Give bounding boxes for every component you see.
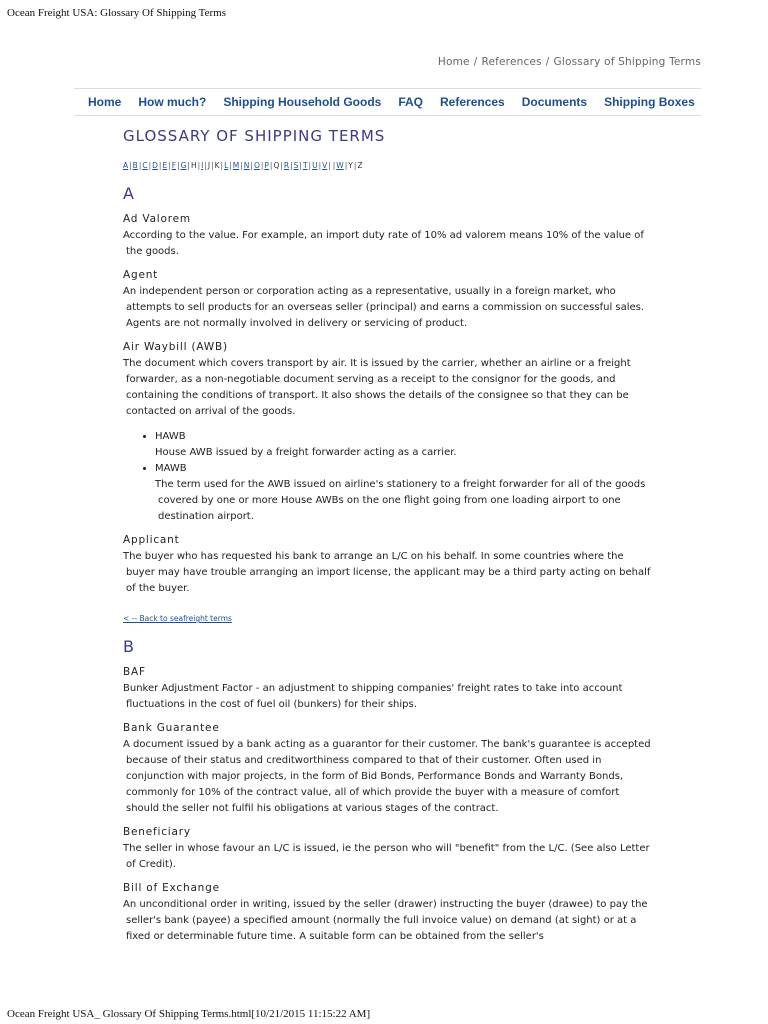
alphabet-separator: | (129, 161, 132, 170)
alphabet-separator: | (328, 161, 331, 170)
alphabet-separator: | (280, 161, 283, 170)
alphabet-letter-l[interactable]: L (224, 161, 229, 170)
glossary-definition (123, 356, 653, 420)
subterm-item (155, 429, 653, 461)
alphabet-separator: | (260, 161, 264, 170)
alphabet-separator: | (211, 161, 214, 170)
definition-text: According to the value. For example, an import duty rate of 10% ad valorem means 10% of the value of the goods. (123, 230, 644, 257)
alphabet-separator: | (158, 161, 162, 170)
alphabet-letter-d[interactable]: D (152, 161, 158, 170)
alphabet-letter-v[interactable]: V (322, 161, 328, 170)
alphabet-letter-h: H (190, 161, 197, 170)
alphabet-letter-u[interactable]: U (312, 161, 318, 170)
alphabet-separator: | (308, 161, 312, 170)
definition-text: A document issued by a bank acting as a guarantor for their customer. The bank's guarantee is accepted because of their status and creditworthiness compared to that of their customer. Often used in conjunction with major projects, in the form of Bid Bonds, Performance Bonds and Warranty Bonds, commonly for 10% of the contract value, all of which provide the buyer with a measure of comfort should the seller not fulfil his obligations at various stages of the contract. (123, 739, 651, 814)
alphabet-letter-g[interactable]: G (180, 161, 187, 170)
glossary-term: Air Waybill (AWB) (123, 341, 228, 353)
alphabet-letter-s[interactable]: S (293, 161, 299, 170)
breadcrumb-current: Glossary of Shipping Terms (553, 56, 701, 68)
alphabet-letter-n[interactable]: N (243, 161, 250, 170)
nav-home[interactable]: Home (88, 95, 122, 109)
glossary-term: Beneficiary (123, 826, 191, 838)
subterm-name: • HAWB (155, 431, 186, 442)
glossary-definition (123, 737, 653, 817)
glossary-term: Bank Guarantee (123, 722, 220, 734)
alphabet-letter-m[interactable]: M (232, 161, 240, 170)
glossary-definition (123, 681, 653, 713)
breadcrumb-separator: / (545, 56, 550, 68)
glossary-sections (123, 184, 653, 945)
subterm-item (155, 461, 653, 525)
alphabet-letter-j: J (207, 161, 211, 170)
glossary-term: BAF (123, 666, 146, 678)
nav-documents[interactable]: Documents (521, 95, 588, 109)
alphabet-separator: | (318, 161, 322, 170)
alphabet-separator: | (148, 161, 152, 170)
alphabet-letter-o[interactable]: O (253, 161, 260, 170)
glossary-definition (123, 897, 653, 945)
glossary-definition (123, 228, 653, 260)
glossary-definition (123, 549, 653, 597)
nav-how-much[interactable]: How much? (138, 95, 207, 109)
definition-text: An independent person or corporation acting as a representative, usually in a foreign market, who attempts to sell products for an overseas seller (principal) and earns a commission on successful sales. Agents are not normally involved in delivery or servicing of product. (123, 286, 645, 329)
alphabet-letter-t[interactable]: T (302, 161, 308, 170)
alphabet-separator: | (344, 161, 348, 170)
alphabet-letter-e[interactable]: E (162, 161, 168, 170)
definition-text: An unconditional order in writing, issued by the seller (drawer) instructing the buyer (drawee) to pay the seller's bank (payee) a specified amount (normally the full invoice value) on demand (at sight) or at a fixed or determinable future time. A suitable form can be obtained from the seller's (123, 899, 648, 942)
glossary-definition (123, 841, 653, 873)
breadcrumb (438, 56, 701, 68)
glossary-definition (123, 284, 653, 332)
subterm-list (123, 429, 653, 525)
subterm-definition: House AWB issued by a freight forwarder acting as a carrier. (155, 447, 457, 458)
alphabet-letter-f[interactable]: F (171, 161, 177, 170)
alphabet-letter-a[interactable]: A (123, 161, 129, 170)
breadcrumb-home[interactable]: Home (437, 56, 470, 68)
subterm-name: • MAWB (155, 463, 187, 474)
alphabet-separator: | (290, 161, 293, 170)
alphabet-separator: | (220, 161, 224, 170)
alphabet-separator: | (197, 161, 201, 170)
nav-shipping-boxes[interactable]: Shipping Boxes (604, 95, 695, 109)
nav-references[interactable]: References (440, 95, 505, 109)
letter-heading-a: A (123, 184, 134, 203)
alphabet-separator: | (332, 161, 336, 170)
alphabet-separator: | (168, 161, 171, 170)
definition-text: The document which covers transport by air. It is issued by the carrier, whether an airline or a freight forwarder, as a non-negotiable document serving as a receipt to the consignor for the goods, and containing the conditions of transport. It also shows the details of the consignee so that they can be contacted on arrival of the goods. (123, 358, 631, 417)
glossary-term: Applicant (123, 534, 180, 546)
subterm-definition: The term used for the AWB issued on airline's stationery to a freight forwarder for all of the goods covered by one or more House AWBs on the one flight going from one loading airport to one destination airport. (155, 479, 646, 522)
alphabet-letter-q: Q (273, 161, 280, 170)
alphabet-letter-i[interactable]: I (201, 161, 204, 170)
alphabet-separator: | (187, 161, 190, 170)
page-title: GLOSSARY OF SHIPPING TERMS (123, 127, 386, 145)
main-nav (74, 88, 701, 116)
alphabet-separator: | (353, 161, 357, 170)
nav-faq[interactable]: FAQ (398, 95, 424, 109)
glossary-term: Ad Valorem (123, 213, 191, 225)
print-header: Ocean Freight USA: Glossary Of Shipping Terms (7, 7, 227, 19)
alphabet-index (123, 161, 653, 170)
breadcrumb-references[interactable]: References (481, 56, 542, 68)
alphabet-separator: | (138, 161, 142, 170)
alphabet-separator: | (240, 161, 243, 170)
alphabet-letter-r[interactable]: R (283, 161, 290, 170)
letter-heading-b: B (123, 637, 134, 656)
glossary-term: Bill of Exchange (123, 882, 220, 894)
print-footer: Ocean Freight USA_ Glossary Of Shipping Terms.html[10/21/2015 11:15:22 AM] (7, 1008, 371, 1020)
back-to-seafreight-link[interactable]: < -- Back to seafreight terms (123, 614, 232, 623)
alphabet-letter-k: K (214, 161, 220, 170)
alphabet-separator: | (269, 161, 273, 170)
alphabet-separator: | (299, 161, 302, 170)
definition-text: The buyer who has requested his bank to arrange an L/C on his behalf. In some countries where the buyer may have trouble arranging an import license, the applicant may be a third party acting on behalf of the buyer. (123, 551, 651, 594)
glossary-term: Agent (123, 269, 159, 281)
alphabet-separator: | (229, 161, 232, 170)
alphabet-letter-c[interactable]: C (142, 161, 148, 170)
definition-text: Bunker Adjustment Factor - an adjustment to shipping companies' freight rates to take into account fluctuations in the cost of fuel oil (bunkers) for their ships. (123, 683, 623, 710)
alphabet-separator: | (204, 161, 207, 170)
alphabet-letter-p[interactable]: P (264, 161, 269, 170)
main-content (123, 127, 653, 954)
nav-shipping-household-goods[interactable]: Shipping Household Goods (223, 95, 382, 109)
definition-text: The seller in whose favour an L/C is issued, ie the person who will "benefit" from the L/C. (See also Letter of Credit). (123, 843, 650, 870)
alphabet-letter-w[interactable]: W (336, 161, 344, 170)
alphabet-separator: | (250, 161, 253, 170)
alphabet-letter-b[interactable]: B (132, 161, 138, 170)
alphabet-letter-z: Z (357, 161, 363, 170)
alphabet-letter-y: Y (348, 161, 353, 170)
breadcrumb-separator: / (473, 56, 478, 68)
alphabet-separator: | (177, 161, 180, 170)
